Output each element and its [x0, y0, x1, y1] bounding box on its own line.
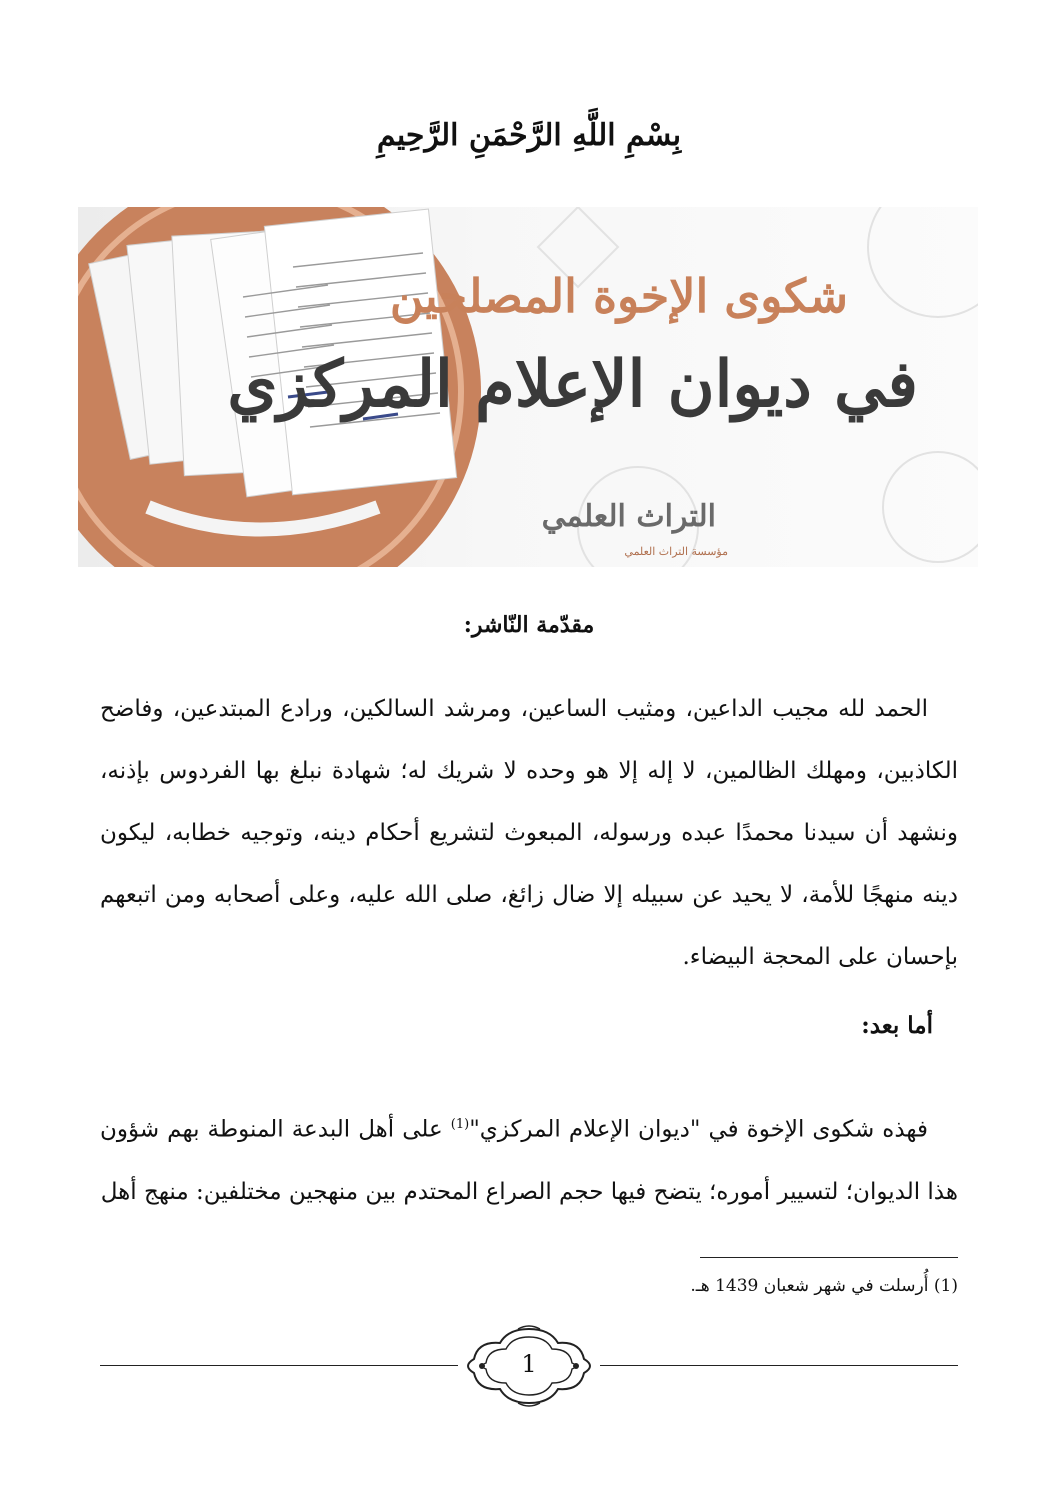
- footnote: (1) أُرسلت في شهر شعبان 1439 هـ.: [690, 1276, 958, 1296]
- paragraph-text-start: فهذه شكوى الإخوة في "ديوان الإعلام المركزي": [469, 1116, 928, 1143]
- banner-title-line2: في ديوان الإعلام المركزي: [227, 347, 918, 422]
- publisher-name: مؤسسة التراث العلمي: [624, 545, 728, 558]
- publisher-logo: التراث العلمي: [541, 499, 716, 534]
- body-paragraph: [100, 1094, 958, 1223]
- page-number: 1: [521, 1350, 537, 1378]
- footnote-separator: [700, 1257, 958, 1258]
- footer-rule-right: [600, 1365, 958, 1366]
- banner-title-line1: شكوى الإخوة المصلحين: [389, 269, 848, 323]
- section-heading: مقدّمة النّاشر:: [463, 612, 595, 638]
- paragraph-text-end: على أهل البدعة المنوطة بهم شؤون هذا الديوان؛ لتسيير أموره؛ يتضح فيها حجم الصراع المحتدم بين منهجين مختلفين: منهج أهل: [100, 1116, 958, 1205]
- subheading: أما بعد:: [861, 1012, 933, 1039]
- basmala: بِسْمِ اللَّهِ الرَّحْمَنِ الرَّحِيمِ: [376, 118, 682, 153]
- footer-rule-left: [100, 1365, 458, 1366]
- intro-paragraph: الحمد لله مجيب الداعين، ومثيب الساعين، ومرشد السالكين، ورادع المبتدعين، وفاضح الكاذبين، ومهلك الظالمين، لا إله إلا هو وحده لا شريك له؛ شهادة نبلغ بها الفردوس بإذنه، ونشهد أن سيدنا محمدًا عبده ورسوله، المبعوث لتشريع أحكام دينه، وتوجيه خطابه، ليكون دينه منهجًا للأمة، لا يحيد عن سبيله إلا ضال زائغ، صلى الله عليه، وعلى أصحابه ومن اتبعهم بإحسان على المحجة البيضاء.: [100, 696, 958, 970]
- footnote-reference[interactable]: (1): [450, 1117, 470, 1132]
- title-banner: [78, 207, 978, 567]
